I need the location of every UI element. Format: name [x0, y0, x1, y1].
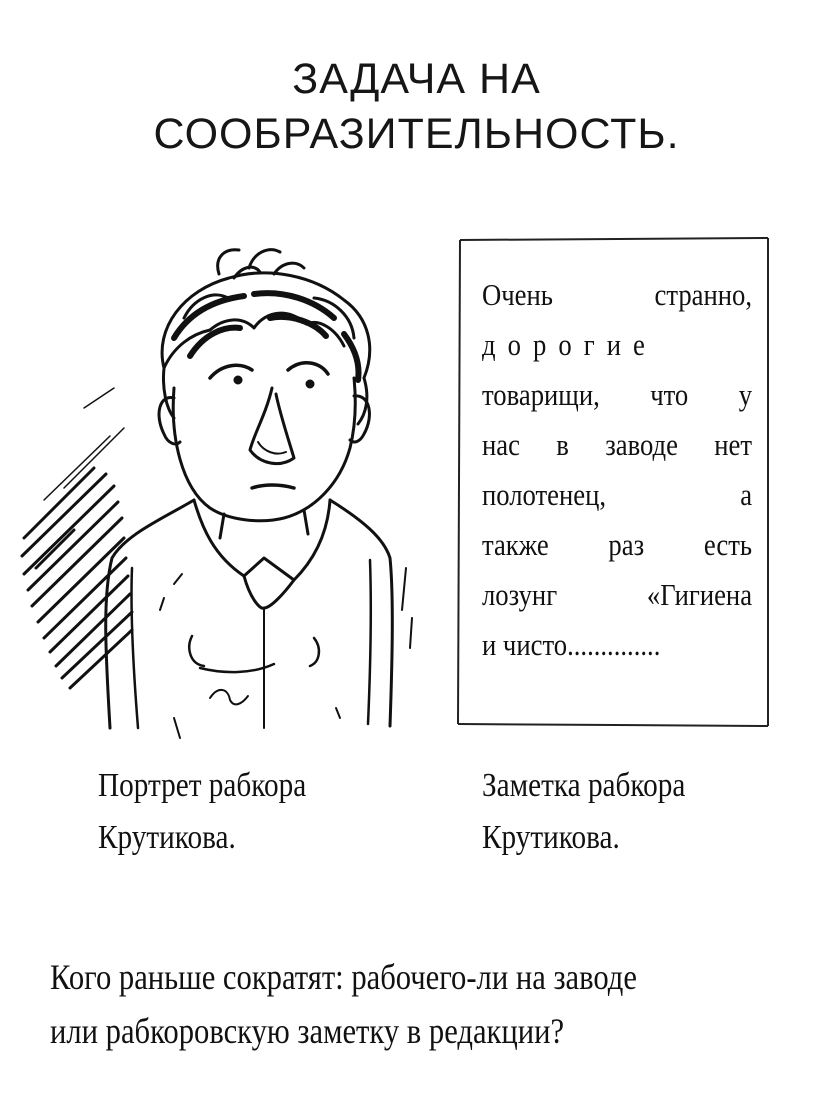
right-eye	[306, 380, 314, 388]
portrait-caption-line-2: Крутикова.	[98, 819, 236, 856]
portrait-illustration	[14, 238, 424, 743]
background-hatching	[22, 388, 132, 688]
question-text	[50, 950, 798, 1058]
note-line: Очень странно,	[482, 277, 753, 312]
jacket-outline	[106, 500, 194, 728]
note-line: также раз есть	[482, 527, 753, 562]
left-eye	[234, 376, 242, 384]
right-eyebrow	[288, 363, 328, 374]
title-line-2: СООБРАЗИТЕЛЬНОСТЬ.	[153, 110, 680, 158]
note-line: дорогие	[482, 327, 657, 362]
note-caption-line-2: Крутикова.	[482, 819, 620, 856]
page-title	[0, 52, 833, 162]
note-line: нас в заводе нет	[482, 427, 753, 462]
note-line: товарищи, что у	[482, 377, 753, 412]
note-text	[482, 270, 752, 670]
note-box	[456, 236, 770, 728]
question-line-1: Кого раньше сократят: рабочего-ли на заводе	[50, 957, 637, 997]
title-line-1: ЗАДАЧА НА	[292, 55, 541, 103]
hair	[162, 250, 370, 424]
portrait-caption-line-1: Портрет рабкора	[98, 767, 307, 804]
note-line: лозунг «Гигиена	[482, 577, 753, 612]
note-caption	[482, 760, 685, 864]
question-line-2: или рабкоровскую заметку в редакции?	[50, 1011, 565, 1051]
note-line: полотенец, а	[482, 477, 753, 512]
portrait-caption	[98, 760, 306, 864]
note-caption-line-1: Заметка рабкора	[482, 767, 686, 804]
mouth	[252, 485, 294, 488]
left-eyebrow	[210, 365, 252, 378]
note-line: и чисто..............	[482, 627, 661, 662]
